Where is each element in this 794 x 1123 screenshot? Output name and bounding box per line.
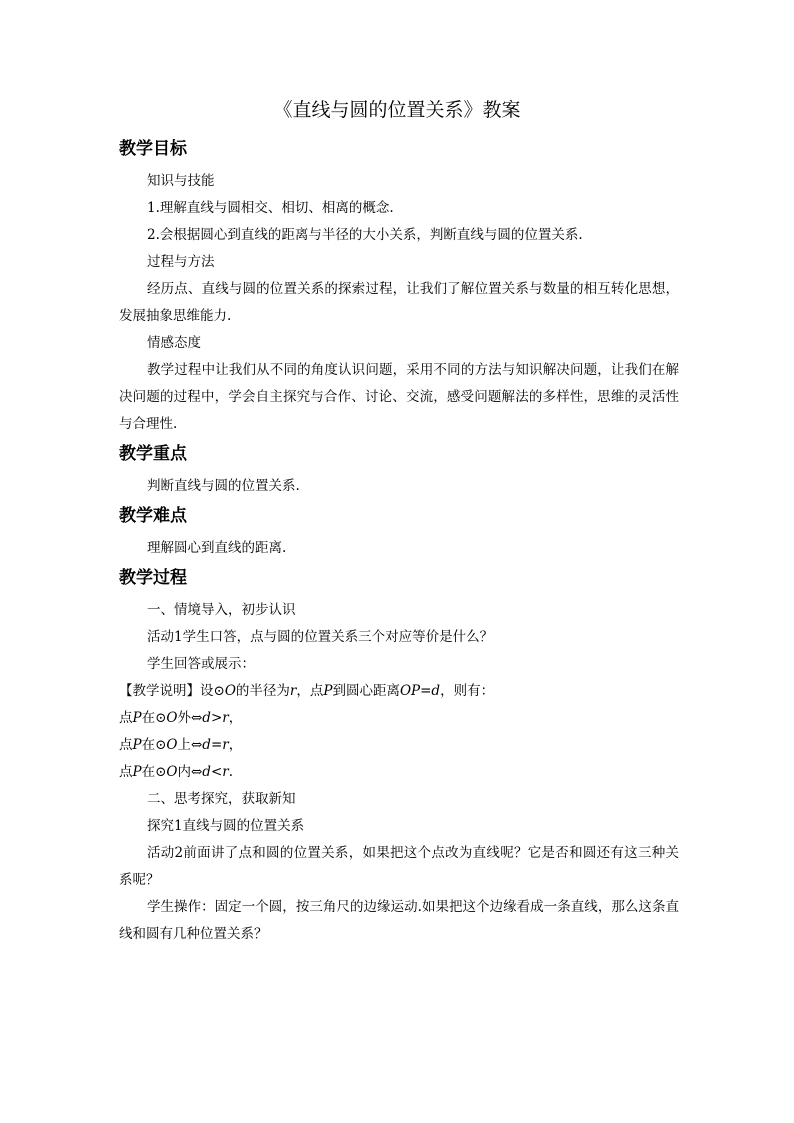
knowledge-label: 知识与技能 xyxy=(147,173,215,189)
document-title: 《直线与圆的位置关系》教案 xyxy=(273,99,521,121)
heading-objectives: 教学目标 xyxy=(119,139,187,159)
key-points-text: 判断直线与圆的位置关系. xyxy=(147,478,300,494)
explanation-tag: 【教学说明】 xyxy=(119,683,200,699)
activity-1: 活动1学生口答，点与圆的位置关系三个对应等价是什么？ xyxy=(147,629,494,645)
student-answer: 学生回答或展示： xyxy=(147,656,255,672)
activity-2: 活动2前面讲了点和圆的位置关系，如果把这个点改为直线呢？它是否和圆还有这三种关系呢？ xyxy=(119,845,679,888)
knowledge-item-1: 1.理解直线与圆相交、相切、相离的概念. xyxy=(147,200,394,216)
heading-process: 教学过程 xyxy=(119,568,187,588)
part1-title: 一、情境导入，初步认识 xyxy=(147,602,296,618)
relation-on: 点P在⊙O上⇔d=r， xyxy=(119,737,243,753)
part2-title: 二、思考探究，获取新知 xyxy=(147,791,296,807)
knowledge-item-2: 2.会根据圆心到直线的距离与半径的大小关系，判断直线与圆的位置关系. xyxy=(147,227,583,243)
emotion-label: 情感态度 xyxy=(147,335,201,351)
student-operation: 学生操作：固定一个圆，按三角尺的边缘运动.如果把这个边缘看成一条直线，那么这条直线和圆有几种位置关系？ xyxy=(119,899,679,942)
heading-difficulties: 教学难点 xyxy=(119,506,187,526)
teaching-explanation: 【教学说明】设⊙O的半径为r，点P到圆心距离OP=d，则有： xyxy=(119,683,495,699)
relation-outside: 点P在⊙O外⇔d>r， xyxy=(119,710,243,726)
document-body xyxy=(119,136,679,948)
relation-inside: 点P在⊙O内⇔d<r. xyxy=(119,764,234,780)
heading-key-points: 教学重点 xyxy=(119,444,187,464)
emotion-text: 教学过程中让我们从不同的角度认识问题，采用不同的方法与知识解决问题，让我们在解决问题的过程中，学会自主探究与合作、讨论、交流，感受问题解法的多样性，思维的灵活性与合理性. xyxy=(119,362,679,432)
process-text: 经历点、直线与圆的位置关系的探索过程，让我们了解位置关系与数量的相互转化思想，发展抽象思维能力. xyxy=(119,281,679,324)
process-label: 过程与方法 xyxy=(147,254,215,270)
explore-1: 探究1直线与圆的位置关系 xyxy=(147,818,305,834)
difficulties-text: 理解圆心到直线的距离. xyxy=(147,540,287,556)
